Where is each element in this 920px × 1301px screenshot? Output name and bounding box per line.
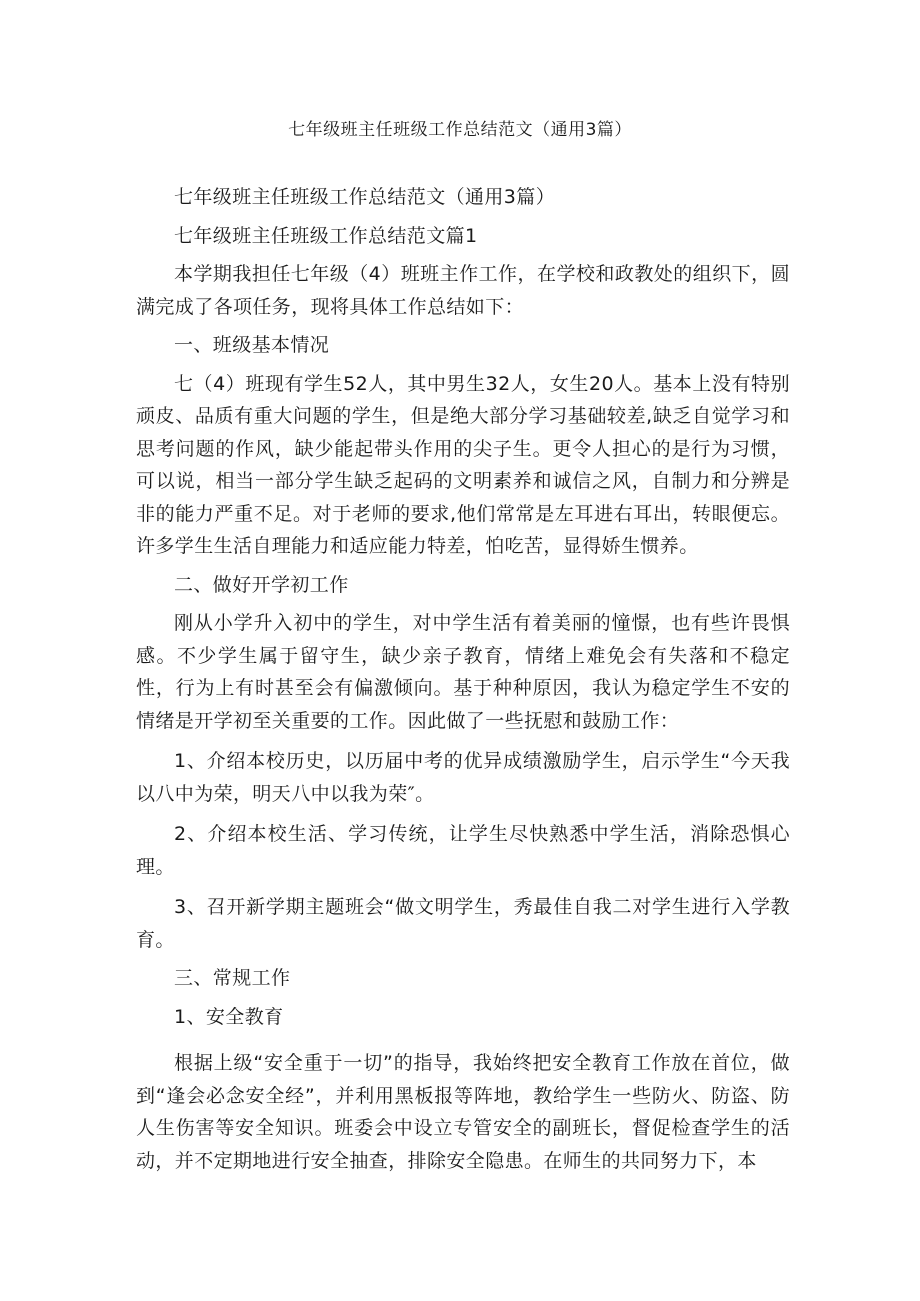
- section-heading-part1: 七年级班主任班级工作总结范文篇1: [174, 224, 478, 247]
- intro-paragraph: 本学期我担任七年级（4）班班主作工作，在学校和政教处的组织下，圆满完成了各项任务，现将具体工作总结如下：: [136, 263, 790, 318]
- list-item-2: 2、介绍本校生活、学习传统，让学生尽快熟悉中学生活，消除恐惧心理。: [136, 823, 790, 878]
- heading-class-overview: 一、班级基本情况: [174, 334, 330, 356]
- class-overview-paragraph: 七（4）班现有学生52人，其中男生32人，女生20人。基本上没有特别顽皮、品质有重大问题的学生，但是绝大部分学习基础较差,缺乏自觉学习和思考问题的作风，缺少能起带头作用的尖子生。更令人担心的是行为习惯，可以说，相当一部分学生缺乏起码的文明素养和诚信之风，自制力和分辨是非的能力严重不足。对于老师的要求,他们常常是左耳进右耳出，转眼便忘。许多学生生活自理能力和适应能力特差，怕吃苦，显得娇生惯养。: [136, 372, 790, 557]
- list-item-1: 1、介绍本校历史，以历届中考的优异成绩激励学生，启示学生“今天我以八中为荣，明天八中以我为荣″。: [136, 750, 790, 805]
- document-body: [136, 181, 790, 1177]
- semester-start-paragraph: 刚从小学升入初中的学生，对中学生活有着美丽的憧憬，也有些许畏惧感。不少学生属于留守生，缺少亲子教育，情绪上难免会有失落和不稳定性，行为上有时甚至会有偏激倾向。基于种种原因，我认为稳定学生不安的情绪是开学初至关重要的工作。因此做了一些抚慰和鼓励工作：: [136, 612, 790, 732]
- heading-safety-education: 1、安全教育: [174, 1005, 284, 1028]
- subtitle-paragraph: 七年级班主任班级工作总结范文（通用3篇）: [174, 186, 556, 208]
- document-title: 七年级班主任班级工作总结范文（通用3篇）: [288, 120, 632, 140]
- heading-routine-work: 三、常规工作: [174, 967, 291, 989]
- safety-education-paragraph: 根据上级“安全重于一切”的指导，我始终把安全教育工作放在首位，做到“逢会必念安全经”，并利用黑板报等阵地，教给学生一些防火、防盗、防人生伤害等安全知识。班委会中设立专管安全的副班长，督促检查学生的活动，并不定期地进行安全抽查，排除安全隐患。在师生的共同努力下，本: [136, 1052, 790, 1172]
- list-item-3: 3、召开新学期主题班会“做文明学生，秀最佳自我二对学生进行入学教育。: [136, 896, 790, 951]
- heading-semester-start: 二、做好开学初工作: [174, 573, 349, 596]
